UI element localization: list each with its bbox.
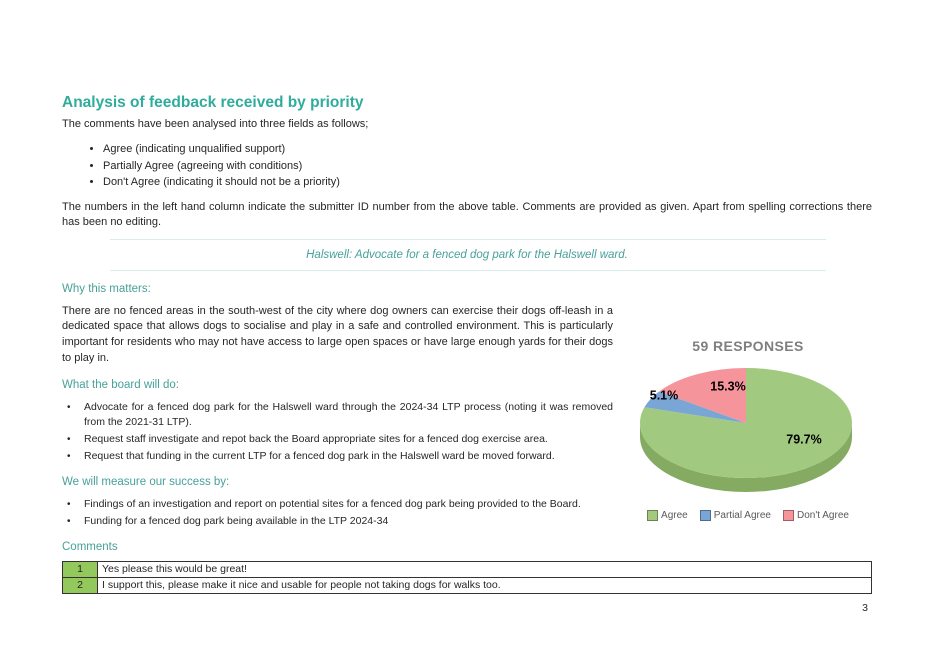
field-bullet-list	[62, 141, 872, 191]
field-bullet: • Partially Agree (agreeing with conditions)	[103, 158, 872, 175]
legend-swatch-icon	[700, 510, 711, 521]
comment-id-cell: 1	[63, 561, 98, 577]
measure-bullet: • Funding for a fenced dog park being available in the LTP 2024-34	[62, 514, 613, 529]
section-divider-bottom	[110, 270, 826, 271]
legend-label: Agree	[661, 510, 688, 521]
pie-data-label: 15.3%	[710, 379, 746, 394]
section-divider-top	[110, 239, 826, 240]
legend-label: Partial Agree	[713, 510, 771, 521]
board-bullet: • Request that funding in the current LTP for a fenced dog park in the Halswell ward be moved forward.	[62, 449, 613, 464]
field-bullet: • Agree (indicating unqualified support)	[103, 141, 872, 158]
legend-label: Don't Agree	[797, 510, 849, 521]
why-text: There are no fenced areas in the south-west of the city where dog owners can exercise their dogs off-leash in a dedicated space that allows dogs to socialise and play in a safe and controlled environment. This is particularly important for residents who may not have access to large open spaces or have large enough yards for their dogs to play in.	[62, 304, 613, 364]
board-heading: What the board will do:	[62, 378, 179, 391]
legend-item	[783, 510, 849, 521]
page-title: Analysis of feedback received by priority	[62, 94, 364, 111]
legend-swatch-icon	[647, 510, 658, 521]
pie-data-label: 79.7%	[786, 432, 822, 447]
legend-item	[700, 510, 771, 521]
chart-title: 59 RESPONSES	[692, 338, 804, 354]
note-text: The numbers in the left hand column indicate the submitter ID number from the above table. Comments are provided as given. Apart from spelling corrections there has been no editing.	[62, 200, 872, 228]
table-row	[63, 561, 872, 577]
page-number: 3	[862, 601, 868, 614]
section-body	[62, 283, 613, 554]
measure-bullet-list	[62, 497, 613, 529]
legend-item	[647, 510, 688, 521]
comments-table	[62, 561, 872, 594]
chart-legend	[626, 510, 870, 521]
section-title: Halswell: Advocate for a fenced dog park for the Halswell ward.	[306, 248, 628, 261]
field-bullet: • Don't Agree (indicating it should not be a priority)	[103, 174, 872, 191]
comment-text-cell: I support this, please make it nice and usable for people not taking dogs for walks too.	[98, 577, 872, 593]
pie-data-label: 5.1%	[649, 388, 679, 403]
comment-id-cell: 2	[63, 577, 98, 593]
legend-swatch-icon	[783, 510, 794, 521]
measure-bullet: • Findings of an investigation and report on potential sites for a fenced dog park being provided to the Board.	[62, 497, 613, 512]
board-bullet: • Advocate for a fenced dog park for the Halswell ward through the 2024-34 LTP process (noting it was removed from the 2021-31 LTP).	[62, 400, 613, 430]
measure-heading: We will measure our success by:	[62, 475, 230, 488]
board-bullet: • Request staff investigate and repot back the Board appropriate sites for a fenced dog exercise area.	[62, 432, 613, 447]
responses-pie-chart	[626, 338, 870, 521]
comments-heading: Comments	[62, 540, 118, 553]
intro-text: The comments have been analysed into three fields as follows;	[62, 118, 369, 130]
why-heading: Why this matters:	[62, 282, 151, 295]
comment-text-cell: Yes please this would be great!	[98, 561, 872, 577]
board-bullet-list	[62, 400, 613, 464]
table-row	[63, 577, 872, 593]
pie-chart-svg	[636, 358, 860, 508]
